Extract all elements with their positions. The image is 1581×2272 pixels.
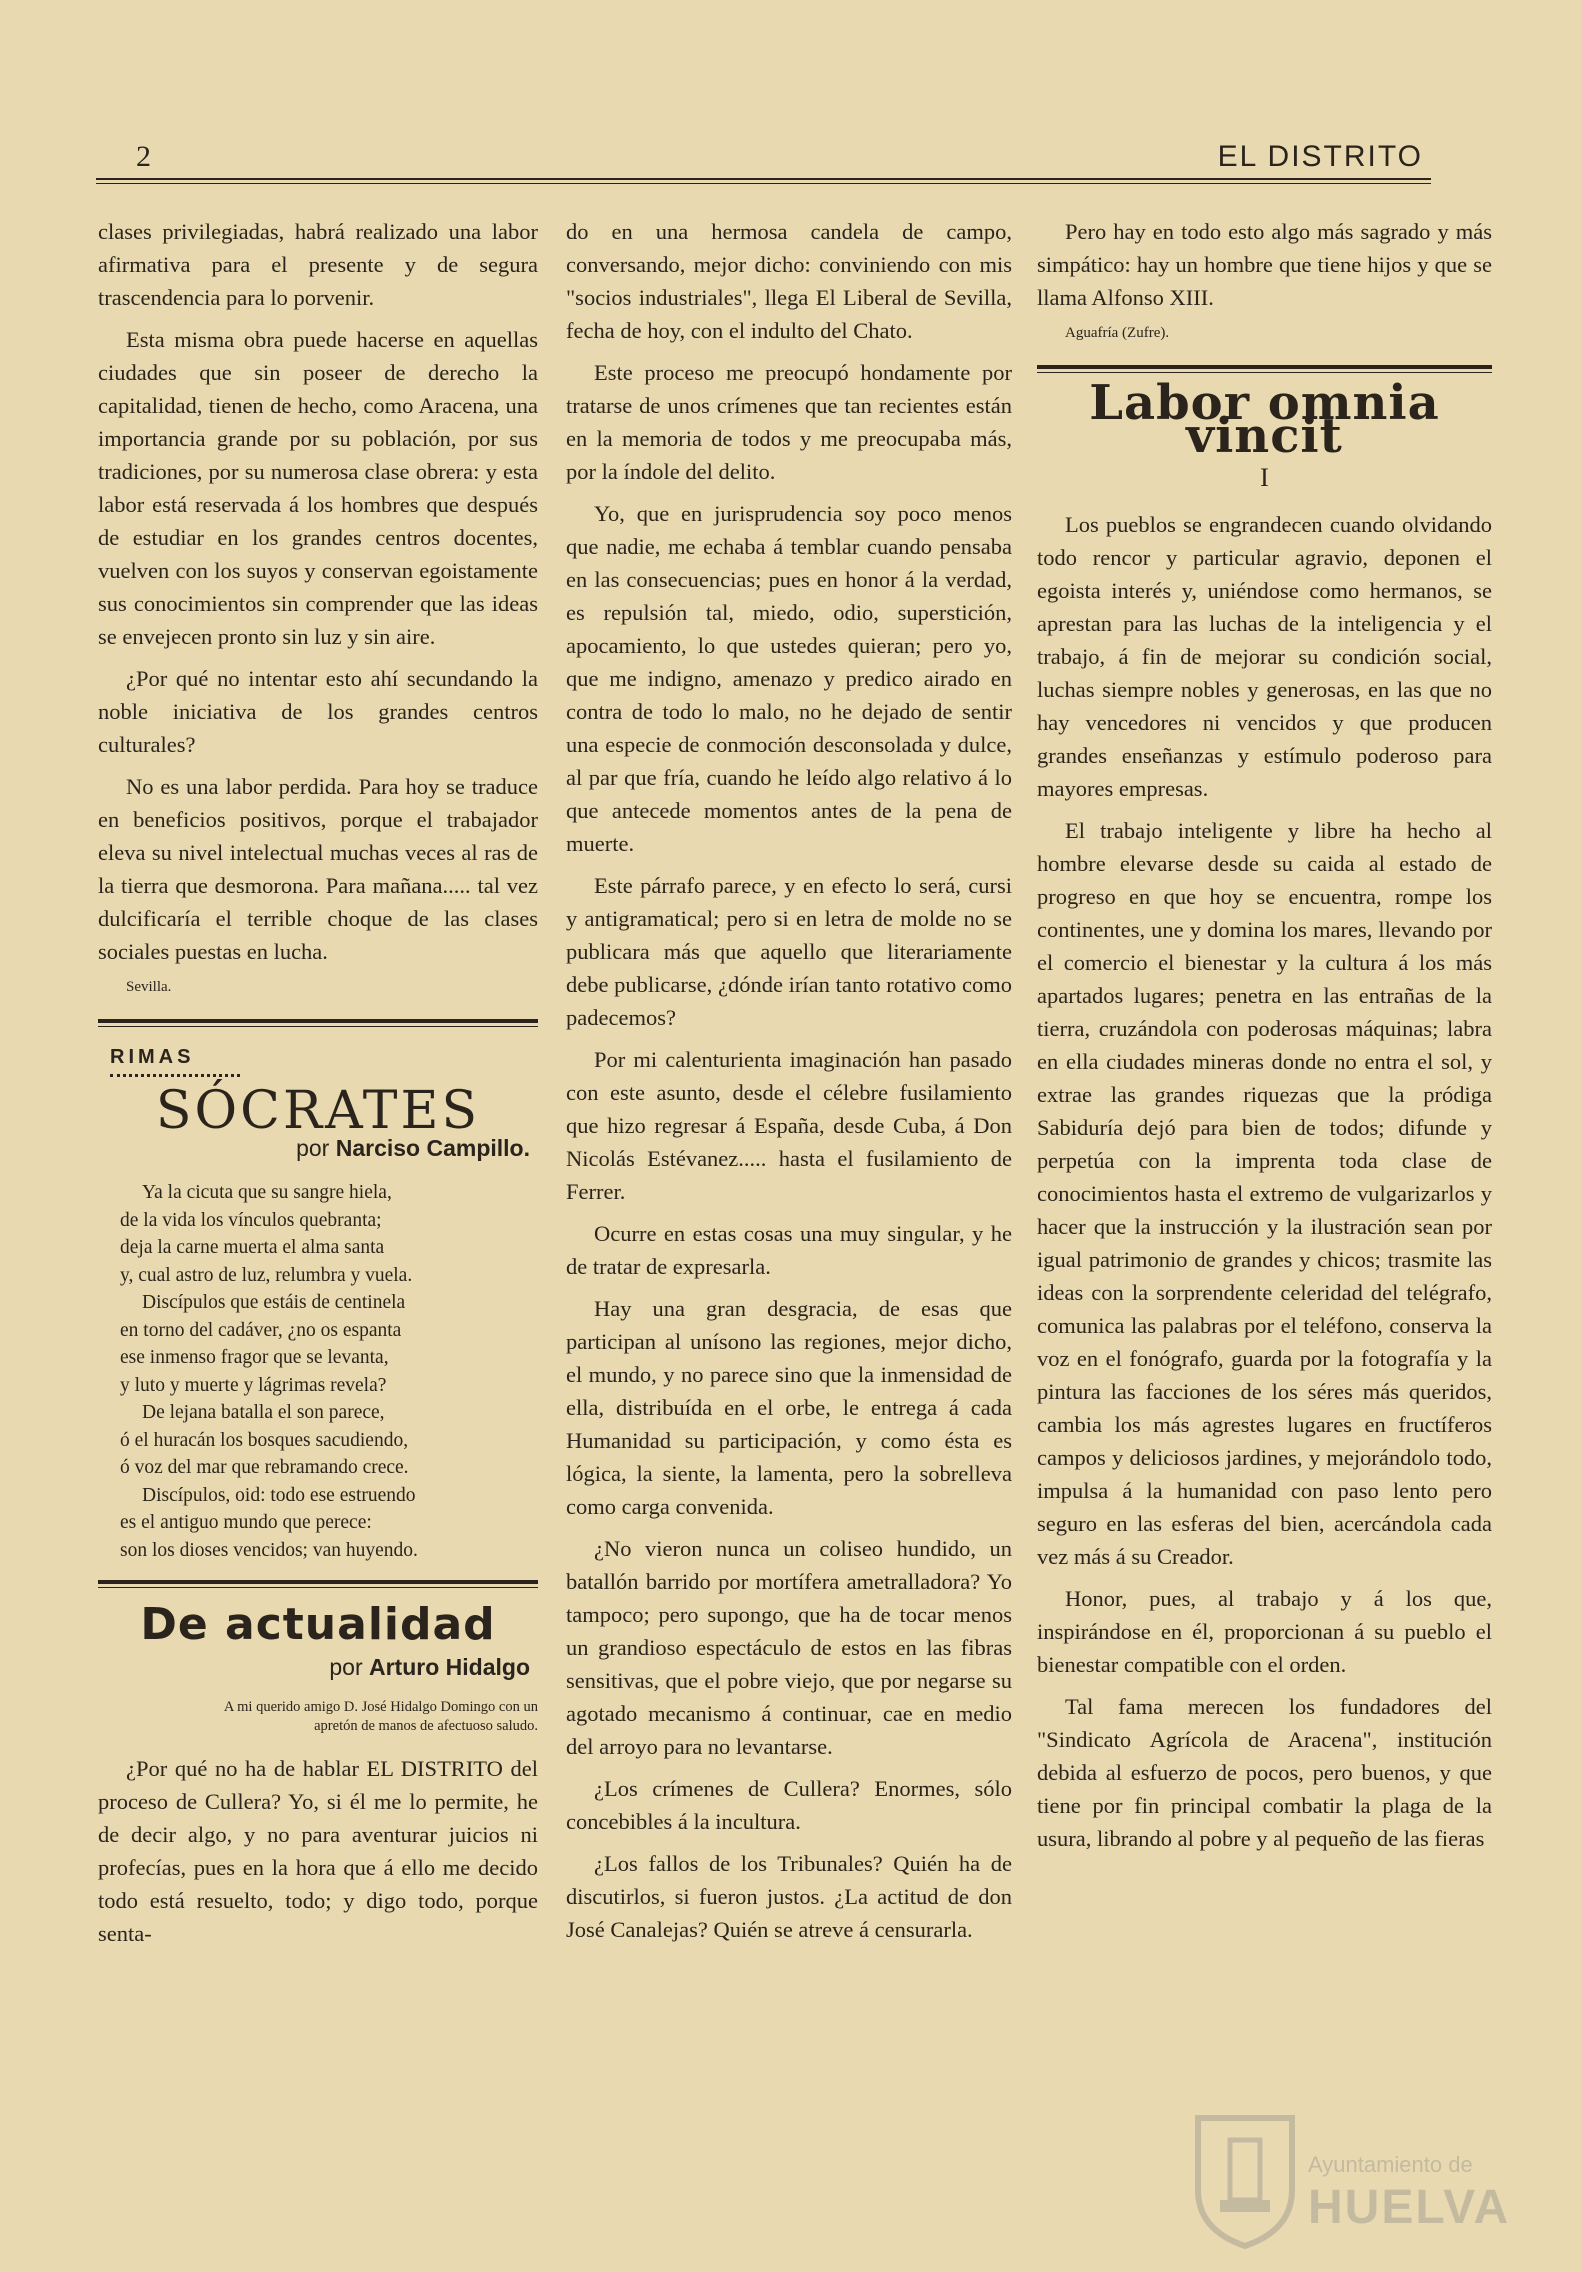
paragraph: Tal fama merecen los fundadores del "Sindicato Agrícola de Aracena", institución debida al esfuerzo de pocos, pero buenos, y que tiene por fin principal combatir la plaga de la usura, librando al pobre y al pequeño de las fieras [1037, 1694, 1492, 1851]
watermark-line-2: HUELVA [1308, 2181, 1511, 2234]
paragraph: ¿Por qué no intentar esto ahí secundando la noble iniciativa de los grandes centros culturales? [98, 666, 538, 757]
article-author: Arturo Hidalgo [369, 1654, 530, 1680]
section-divider [98, 1019, 538, 1027]
paragraph: Este proceso me preocupó hondamente por tratarse de unos crímenes que tan recientes están en la memoria de todos y me preocupaba más, por la índole del delito. [566, 360, 1012, 484]
verse-line: de la vida los vínculos quebranta; [120, 1209, 382, 1231]
verse-line: y, cual astro de luz, relumbra y vuela. [120, 1264, 413, 1286]
poem-author: Narciso Campillo. [335, 1135, 530, 1161]
verse-line: deja la carne muerta el alma santa [120, 1237, 385, 1258]
paragraph: ¿Por qué no ha de hablar EL DISTRITO del proceso de Cullera? Yo, si él me lo permite, he de decir algo, y no para aventurar juicios ni profecías, pues en la hora que á ello me decido todo está resuelto, todo; y digo todo, porque senta- [98, 1756, 538, 1946]
paragraph: clases privilegiadas, habrá realizado una labor afirmativa para el presente y de segura trascendencia para lo porvenir. [98, 219, 538, 310]
shield-icon [1190, 2110, 1300, 2250]
archive-watermark [1190, 2110, 1520, 2250]
paragraph: No es una labor perdida. Para hoy se traduce en beneficios positivos, porque el trabajador eleva su nivel intelectual muchas veces al ras de la tierra que desmorona. Para mañana..... tal vez dulcificaría el terrible choque de las clases sociales puestas en lucha. [98, 774, 538, 964]
section-label: RIMAS [110, 1046, 195, 1068]
signature: Aguafría (Zufre). [1065, 325, 1170, 341]
paragraph: Honor, pues, al trabajo y á los que, inspirándose en él, proporcionan á su pueblo el bienestar compatible con el orden. [1037, 1586, 1492, 1677]
section-number: I [1260, 463, 1269, 492]
header-rule [96, 178, 1431, 184]
signature: Sevilla. [126, 979, 172, 995]
article-title: Labor omnia vincit [1089, 375, 1440, 464]
paragraph: Hay una gran desgracia, de esas que participan al unísono las regiones, mejor dicho, el mundo, y no parece sino que la inmensidad de ella, distribuída en el orbe, le entrega á cada Humanidad su participación, y como ésta es lógica, la siente, la lamenta, pero la sobrelleva como carga convenida. [566, 1296, 1012, 1519]
paragraph: Por mi calenturienta imaginación han pasado con este asunto, desde el célebre fusilamiento que hizo regresar á España, desde Cuba, á Don Nicolás Estévanez..... hasta el fusilamiento de Ferrer. [566, 1047, 1012, 1204]
page-header [96, 140, 1431, 180]
verse-line: Ya la cicuta que su sangre hiela, [142, 1182, 392, 1203]
paragraph: do en una hermosa candela de campo, conversando, mejor dicho: conviniendo con mis "socios industriales", llega El Liberal de Sevilla, fecha de hoy, con el indulto del Chato. [566, 219, 1012, 343]
verse-line: ese inmenso fragor que se levanta, [120, 1347, 389, 1368]
poem-title: SÓCRATES [155, 1081, 481, 1141]
paragraph: Ocurre en estas cosas una muy singular, y he de tratar de expresarla. [566, 1221, 1012, 1279]
paragraph: Este párrafo parece, y en efecto lo será, cursi y antigramatical; pero si en letra de molde no se publicara más que aquello que literariamente debe publicarse, ¿dónde irían tanto rotativo como padecemos? [566, 873, 1012, 1030]
verse-line: en torno del cadáver, ¿no os espanta [120, 1319, 402, 1341]
section-divider [1037, 365, 1492, 373]
column-1 [98, 215, 538, 1959]
paragraph: Esta misma obra puede hacerse en aquellas ciudades que sin poseer de derecho la capitalidad, tienen de hecho, como Aracena, una importancia grande por su población, por sus tradiciones, por su numerosa clase obrera: y esta labor está reservada á los hombres que después de estudiar en los grandes centros docentes, vuelven con los suyos y conservan egoistamente sus conocimientos sin comprender que las ideas se envejecen pronto sin luz y sin aire. [98, 327, 538, 649]
paragraph: Yo, que en jurisprudencia soy poco menos que nadie, me echaba á temblar cuando pensaba en las consecuencias; pues en honor á la verdad, es repulsión tal, miedo, odio, superstición, apocamiento, lo que ustedes quieran; pero yo, que me indigno, amenazo y predico airado en contra de todo lo malo, no he dejado de sentir una especie de conmoción desconsolada y dulce, al par que fría, cuando he leído algo relativo á lo que antecede momentos antes de la pena de muerte. [566, 501, 1012, 856]
column-3 [1037, 215, 1492, 1864]
watermark-line-1: Ayuntamiento de [1308, 2152, 1473, 2177]
byline-prefix: por [329, 1654, 363, 1680]
byline-prefix: por [296, 1135, 330, 1161]
verse-line: y luto y muerte y lágrimas revela? [120, 1374, 387, 1396]
verse-line: Discípulos que estáis de centinela [142, 1292, 406, 1313]
section-divider [98, 1580, 538, 1588]
verse-line: Discípulos, oid: todo ese estruendo [142, 1484, 416, 1506]
article-byline [98, 1651, 530, 1684]
paragraph: Los pueblos se engrandecen cuando olvidando todo rencor y particular agravio, deponen el egoista interés y, uniéndose como hermanos, se aprestan para las luchas de la inteligencia y el trabajo, á fin de mejorar su condición social, luchas siempre nobles y generosas, en las que no hay vencedores ni vencidos y que producen grandes enseñanzas y estímulo poderoso para mayores empresas. [1037, 512, 1492, 801]
paragraph: Pero hay en todo esto algo más sagrado y más simpático: hay un hombre que tiene hijos y que se llama Alfonso XIII. [1037, 219, 1492, 310]
paragraph: El trabajo inteligente y libre ha hecho al hombre elevarse desde su caida al estado de progreso en que hoy se encuentra, rompe los continentes, une y domina los mares, llevando por el comercio el bienestar y la cultura á los más apartados lugares; penetra en las entrañas de la tierra, cruzándola con poderosas máquinas; labra en ella ciudades mineras donde no entra el sol, y extrae las grandes riquezas que la pródiga Sabiduría dejó para bien de todos; difunde y perpetúa con la imprenta toda clase de conocimientos hasta el extremo de vulgarizarlos y hacer que la instrucción y la ilustración sean por igual patrimonio de grandes y chicos; trasmite las ideas con la sorprendente celeridad del telégrafo, comunica las palabras por el teléfono, conserva la voz en el fonógrafo, guarda por la fotografía y la pintura las facciones de los séres más queridos, cambia los más agrestes lugares en fructíferos campos y deliciosos jardines, y mejorándolo todo, impulsa á la humanidad con paso lento pero seguro en las esferas del bien, acercándola cada vez más á su Creador. [1037, 818, 1492, 1569]
poem-verses [120, 1179, 538, 1564]
dotted-underline [110, 1074, 240, 1077]
page-number: 2 [136, 140, 151, 173]
verse-line: ó el huracán los bosques sacudiendo, [120, 1429, 409, 1451]
dedication: A mi querido amigo D. José Hidalgo Domingo con un apretón de manos de afectuoso saludo. [223, 1699, 538, 1734]
column-2 [566, 215, 1012, 1955]
verse-line: ó voz del mar que rebramando crece. [120, 1457, 409, 1478]
verse-line: es el antiguo mundo que perece: [120, 1512, 372, 1533]
verse-line: De lejana batalla el son parece, [142, 1402, 385, 1423]
verse-line: son los dioses vencidos; van huyendo. [120, 1539, 418, 1561]
paragraph: ¿Los fallos de los Tribunales? Quién ha de discutirlos, si fueron justos. ¿La actitud de don José Canalejas? Quién se atreve á censurarla. [566, 1851, 1012, 1942]
paragraph: ¿Los crímenes de Cullera? Enormes, sólo concebibles á la incultura. [566, 1776, 1012, 1834]
paragraph: ¿No vieron nunca un coliseo hundido, un batallón barrido por mortífera ametralladora? Yo tampoco; pero supongo, que ha de tocar menos un grandioso espectáculo de estos en las fibras sensitivas, que el pobre viejo, que por negarse su agotado mecanismo á continuar, cae en medio del arroyo para no levantarse. [566, 1536, 1012, 1759]
masthead: EL DISTRITO [1217, 140, 1423, 173]
article-title: De actualidad [140, 1599, 496, 1650]
